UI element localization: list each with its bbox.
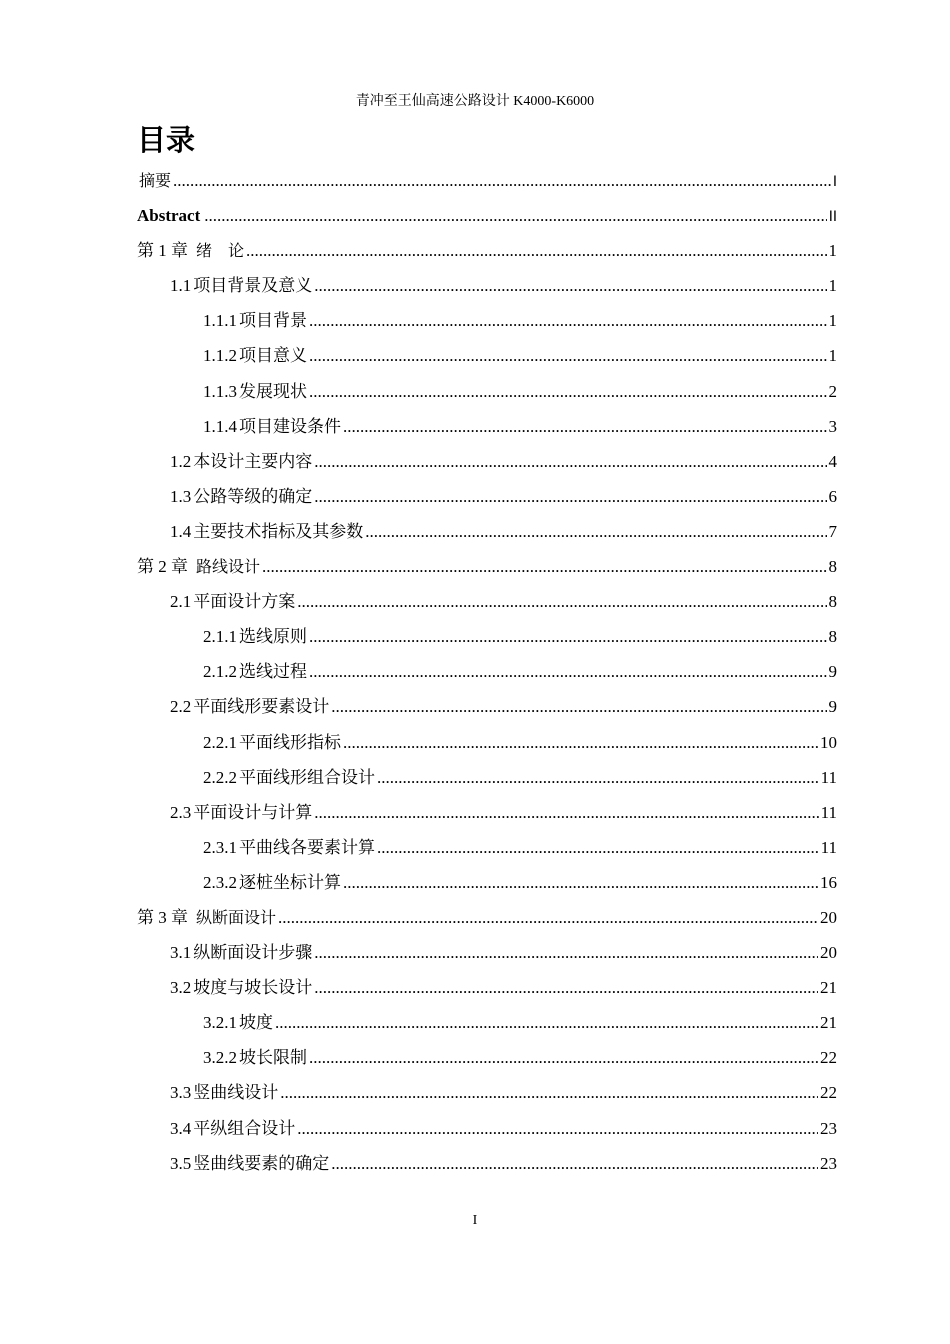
dot-leader xyxy=(297,584,826,619)
toc-entry-page: 1 xyxy=(828,346,837,366)
toc-entry[interactable] xyxy=(137,760,837,795)
toc-entry-number: 3.3 xyxy=(170,1083,192,1103)
toc-entry-label: 主要技术指标及其参数 xyxy=(193,521,364,541)
toc-entry-page: 1 xyxy=(828,311,837,331)
toc-entry-label: 坡长限制 xyxy=(239,1048,307,1068)
running-header: 青冲至王仙高速公路设计 K4000-K6000 xyxy=(355,94,595,109)
toc-entry[interactable] xyxy=(137,1111,837,1146)
toc-entry-label: 平面线形指标 xyxy=(239,732,341,752)
toc-list xyxy=(137,163,837,1181)
toc-entry-number: 3.2.1 xyxy=(203,1013,237,1033)
toc-entry-page: I xyxy=(832,174,837,190)
toc-entry-label: 平面线形组合设计 xyxy=(239,767,375,787)
toc-entry-number: 2.2.1 xyxy=(203,732,237,752)
toc-entry-page: 8 xyxy=(828,627,837,647)
toc-entry-page: 20 xyxy=(820,943,837,963)
dot-leader xyxy=(365,514,826,549)
dot-leader xyxy=(343,725,818,760)
toc-entry[interactable] xyxy=(137,865,837,900)
toc-entry-label: 平面设计与计算 xyxy=(193,802,313,822)
toc-entry-page: 8 xyxy=(828,557,837,577)
toc-entry-page: 2 xyxy=(828,381,837,401)
toc-entry-page: 22 xyxy=(820,1048,837,1068)
toc-entry[interactable] xyxy=(137,1146,837,1181)
toc-entry-page: 3 xyxy=(828,416,837,436)
toc-entry[interactable] xyxy=(137,970,837,1005)
dot-leader xyxy=(262,549,826,584)
dot-leader xyxy=(280,1075,818,1110)
dot-leader xyxy=(275,1005,818,1040)
toc-entry-label: 逐桩坐标计算 xyxy=(239,872,341,892)
toc-entry-page: 21 xyxy=(820,1013,837,1033)
dot-leader xyxy=(309,374,827,409)
toc-entry-number: 第 3 章 xyxy=(137,907,188,927)
toc-entry[interactable] xyxy=(137,935,837,970)
toc-entry-label: 平纵组合设计 xyxy=(193,1118,296,1138)
dot-leader xyxy=(331,1146,818,1181)
toc-entry-page: 1 xyxy=(828,241,837,261)
dot-leader xyxy=(297,1111,818,1146)
toc-entry-page: 11 xyxy=(820,767,837,787)
toc-entry-page: 8 xyxy=(828,592,837,612)
toc-entry-label: 平面线形要素设计 xyxy=(193,697,330,717)
dot-leader xyxy=(309,654,827,689)
toc-entry-label: 路线设计 xyxy=(196,557,261,577)
toc-entry[interactable] xyxy=(137,725,837,760)
toc-entry-page: 11 xyxy=(820,802,837,822)
toc-entry-page: 11 xyxy=(820,837,837,857)
toc-entry-number: 2.1.1 xyxy=(203,627,237,647)
toc-entry[interactable] xyxy=(137,338,837,373)
toc-entry[interactable] xyxy=(137,163,837,198)
toc-entry-page: 4 xyxy=(828,451,837,471)
toc-entry[interactable] xyxy=(137,303,837,338)
toc-entry-label: 纵断面设计步骤 xyxy=(193,943,313,963)
dot-leader xyxy=(173,163,831,198)
toc-entry[interactable] xyxy=(137,198,837,233)
dot-leader xyxy=(314,268,826,303)
toc-entry-number: 1.1.2 xyxy=(203,346,237,366)
toc-entry-page: 6 xyxy=(828,486,837,506)
toc-entry-page: 9 xyxy=(828,697,837,717)
toc-entry-number: 2.2 xyxy=(170,697,192,717)
toc-entry-label: 本设计主要内容 xyxy=(193,451,313,471)
toc-entry-number: 1.1.3 xyxy=(203,381,237,401)
dot-leader xyxy=(343,865,818,900)
toc-entry-number: Abstract xyxy=(137,206,201,226)
toc-entry-page: 16 xyxy=(820,872,837,892)
toc-entry[interactable] xyxy=(137,514,837,549)
toc-title: 目录 xyxy=(137,123,196,157)
toc-entry-page: 22 xyxy=(820,1083,837,1103)
toc-entry-label: 项目背景及意义 xyxy=(193,276,313,296)
toc-entry[interactable] xyxy=(137,619,837,654)
toc-entry-label: 平曲线各要素计算 xyxy=(239,837,375,857)
toc-entry-page: 7 xyxy=(828,521,837,541)
toc-entry-number: 2.3.1 xyxy=(203,837,237,857)
toc-entry-number: 1.4 xyxy=(170,521,192,541)
toc-entry[interactable] xyxy=(137,549,837,584)
toc-entry-page: 1 xyxy=(828,276,837,296)
toc-entry[interactable] xyxy=(137,830,837,865)
dot-leader xyxy=(314,444,826,479)
toc-entry[interactable] xyxy=(137,1005,837,1040)
toc-entry[interactable] xyxy=(137,233,837,268)
toc-entry-number: 1.1.1 xyxy=(203,311,237,331)
dot-leader xyxy=(314,479,826,514)
page-number: I xyxy=(472,1213,478,1228)
toc-entry[interactable] xyxy=(137,409,837,444)
dot-leader xyxy=(204,198,826,233)
toc-entry-page: 23 xyxy=(820,1153,837,1173)
toc-entry[interactable] xyxy=(137,268,837,303)
dot-leader xyxy=(278,900,818,935)
toc-entry-label: 绪 论 xyxy=(196,241,245,261)
toc-entry[interactable] xyxy=(137,479,837,514)
toc-entry-label: 平面设计方案 xyxy=(193,592,296,612)
toc-entry-number: 2.3 xyxy=(170,802,192,822)
toc-entry-label: 项目建设条件 xyxy=(239,416,341,436)
toc-entry-number: 3.5 xyxy=(170,1153,192,1173)
toc-entry-label: 坡度 xyxy=(239,1013,273,1033)
dot-leader xyxy=(309,303,827,338)
toc-entry[interactable] xyxy=(137,900,837,935)
toc-entry-number: 3.1 xyxy=(170,943,192,963)
dot-leader xyxy=(314,935,818,970)
toc-entry-number: 1.3 xyxy=(170,486,192,506)
toc-entry-number: 2.2.2 xyxy=(203,767,237,787)
dot-leader xyxy=(377,760,819,795)
toc-entry[interactable] xyxy=(137,444,837,479)
toc-entry-label: 选线原则 xyxy=(239,627,307,647)
dot-leader xyxy=(343,409,827,444)
toc-entry-label: 竖曲线设计 xyxy=(193,1083,279,1103)
toc-entry[interactable] xyxy=(137,1040,837,1075)
toc-entry-number: 1.1 xyxy=(170,276,192,296)
toc-entry-page: 10 xyxy=(820,732,837,752)
toc-entry-number: 3.4 xyxy=(170,1118,192,1138)
dot-leader xyxy=(309,338,827,373)
dot-leader xyxy=(314,970,818,1005)
toc-entry-label: 纵断面设计 xyxy=(196,907,277,927)
toc-entry[interactable] xyxy=(137,795,837,830)
toc-entry-page: 23 xyxy=(820,1118,837,1138)
toc-entry-number: 2.1 xyxy=(170,592,192,612)
toc-entry-page: 21 xyxy=(820,978,837,998)
toc-entry-page: II xyxy=(828,209,837,226)
dot-leader xyxy=(314,795,818,830)
toc-entry-number: 1.1.4 xyxy=(203,416,237,436)
toc-entry[interactable] xyxy=(137,654,837,689)
toc-entry-label: 公路等级的确定 xyxy=(193,486,313,506)
toc-entry[interactable] xyxy=(137,584,837,619)
toc-entry-label: 发展现状 xyxy=(239,381,307,401)
toc-entry-number: 第 1 章 xyxy=(137,241,188,261)
dot-leader xyxy=(246,233,826,268)
toc-entry-number: 2.3.2 xyxy=(203,872,237,892)
toc-entry-label: 坡度与坡长设计 xyxy=(193,978,313,998)
dot-leader xyxy=(309,1040,818,1075)
dot-leader xyxy=(377,830,819,865)
toc-entry-label: 项目意义 xyxy=(239,346,307,366)
toc-entry[interactable] xyxy=(137,1075,837,1110)
toc-entry-label: 选线过程 xyxy=(239,662,307,682)
toc-entry-label: 竖曲线要素的确定 xyxy=(193,1153,330,1173)
dot-leader xyxy=(309,619,827,654)
toc-entry-label: 摘要 xyxy=(139,171,172,190)
toc-entry-page: 20 xyxy=(820,907,837,927)
toc-entry[interactable] xyxy=(137,689,837,724)
toc-entry-number: 1.2 xyxy=(170,451,192,471)
dot-leader xyxy=(331,689,826,724)
toc-entry-number: 第 2 章 xyxy=(137,557,188,577)
toc-entry-number: 2.1.2 xyxy=(203,662,237,682)
toc-entry-number: 3.2 xyxy=(170,978,192,998)
toc-entry-label: 项目背景 xyxy=(239,311,307,331)
toc-entry-page: 9 xyxy=(828,662,837,682)
toc-entry-number: 3.2.2 xyxy=(203,1048,237,1068)
toc-entry[interactable] xyxy=(137,374,837,409)
